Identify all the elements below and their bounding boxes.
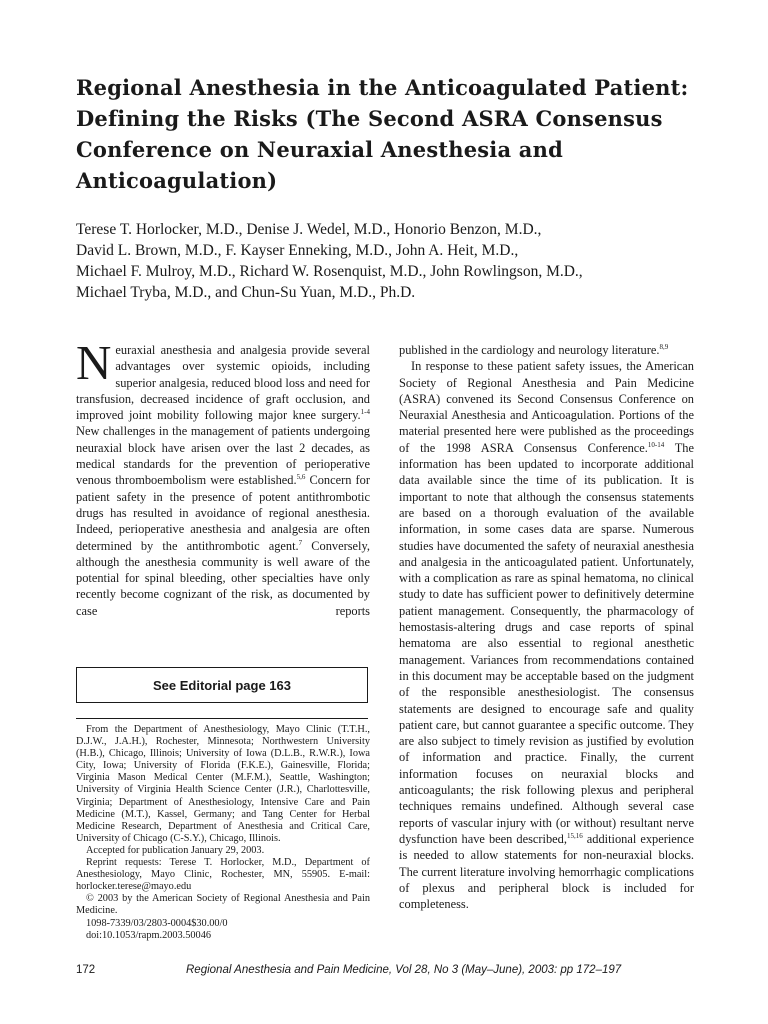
- body-text: Conversely, although the anesthesia community is well aware of the potential for spinal bleeding, other specialties have only recently become cognizant of the risk, as documented by case reports: [76, 538, 370, 618]
- journal-citation: Regional Anesthesia and Pain Medicine, Vol 28, No 3 (May–June), 2003: pp 172–197: [186, 964, 622, 976]
- body-text: New challenges in the management of patients undergoing neuraxial block have arisen over the last 2 decades, as medical standards for the prevention of perioperative venous thromboembolism were established.: [76, 424, 370, 488]
- body-text: Concern for patient safety in the presence of potent antithrombotic drugs has resulted in avoidance of regional anesthesia. Indeed, perioperative anesthesia and analgesia are often determined by the antithrombotic agent.: [76, 473, 371, 553]
- body-column-left: [76, 335, 371, 619]
- reprint-note: Reprint requests: Terese T. Horlocker, M.D., Department of Anesthesiology, Mayo Clinic, Rochester, MN, 55905. E-mail: horlocker.terese@mayo.edu: [76, 857, 370, 893]
- accepted-note: Accepted for publication January 29, 2003.: [86, 844, 265, 856]
- reference-citation[interactable]: 10-14: [647, 440, 665, 449]
- page-number: 172: [76, 964, 96, 976]
- issn-note: 1098-7339/03/2803-0004$30.00/0: [86, 917, 228, 929]
- body-column-right: [399, 342, 694, 912]
- intro-paragraph: [76, 335, 371, 619]
- author-line: Michael F. Mulroy, M.D., Richard W. Rosenquist, M.D., John Rowlingson, M.D.,: [76, 263, 583, 280]
- reference-citation[interactable]: 5,6: [296, 473, 306, 482]
- reference-citation[interactable]: 15,16: [566, 831, 583, 840]
- body-text: published in the cardiology and neurology literature.: [399, 343, 660, 357]
- body-text: euraxial anesthesia and analgesia provide several advantages over systemic opioids, including superior analgesia, reduced blood loss and need for transfusion, decreased incidence of graft occlusion, and improved joint mobility following major knee surgery.: [76, 343, 370, 423]
- article-title: Regional Anesthesia in the Anticoagulated Patient: Defining the Risks (The Second ASRA Consensus Conference on Neuraxial Anesthesia and Anticoagulation): [76, 75, 689, 193]
- reference-citation[interactable]: 1-4: [360, 408, 370, 417]
- author-line: David L. Brown, M.D., F. Kayser Enneking, M.D., John A. Heit, M.D.,: [76, 242, 519, 259]
- affiliations-note: From the Department of Anesthesiology, Mayo Clinic (T.T.H., D.J.W., J.A.H.), Rochester, Minnesota; Northwestern University (H.B.), Chicago, Illinois; University of Iowa (D.L.B., R.W.R.), Iowa City, Iowa; University of Florida (F.K.E.), Gainesville, Florida; Virginia Mason Medical Center (M.F.M.), Seattle, Washington; University of Virginia Health Science Center (J.R.), Charlottesville, Virginia; Department of Anesthesiology, Intensive Care and Pain Medicine (M.T.), Kassel, Germany; and Tang Center for Herbal Medicine Research, Department of Anesthesia and Critical Care, University of Chicago (C-S.Y.), Chicago, Illinois.: [76, 724, 370, 844]
- copyright-note: © 2003 by the American Society of Regional Anesthesia and Pain Medicine.: [76, 893, 370, 917]
- body-text: additional experience is needed to allow statements for non-neuraxial blocks. The current literature involving hemorrhagic complications of plexus and peripheral block is included for completeness.: [399, 831, 694, 912]
- body-text: In response to these patient safety issues, the American Society of Regional Anesthesia and Pain Medicine (ASRA) convened its Second Consensus Conference on Neuraxial Anesthesia and Anticoagulation. Portions of the material presented here were published as the proceedings of the 1998 ASRA Consensus Conference.: [399, 359, 694, 455]
- author-line: Michael Tryba, M.D., and Chun-Su Yuan, M.D., Ph.D.: [76, 284, 416, 301]
- doi-note[interactable]: doi:10.1053/rapm.2003.50046: [86, 929, 211, 941]
- reference-citation[interactable]: 8,9: [659, 343, 669, 351]
- drop-cap: N: [76, 335, 112, 390]
- intro-paragraph-continued: [399, 342, 694, 358]
- consensus-paragraph: [399, 358, 694, 912]
- footnote-divider: [76, 718, 368, 719]
- editorial-link-box[interactable]: See Editorial page 163: [76, 667, 368, 703]
- author-line: Terese T. Horlocker, M.D., Denise J. Wedel, M.D., Honorio Benzon, M.D.,: [76, 221, 542, 238]
- footnotes: [76, 724, 370, 942]
- author-list: [76, 219, 716, 303]
- reference-citation[interactable]: 7: [298, 538, 303, 547]
- body-text: The information has been updated to incorporate additional data available since the time of its publication. It is important to note that although the consensus statements are based on a thorough evaluation of the available information, in some cases data are sparse. Numerous studies have documented the safety of neuraxial anesthesia and analgesia in the anticoagulated patient. Unfortunately, with a complication as rare as spinal hematoma, no clinical study to date has sufficient power to definitively determine patient management. Consequently, the pharmacology of hemostasis-altering drugs and case reports of spinal hematoma are also essential to regional anesthetic management. Variances from recommendations contained in this document may be acceptable based on the judgment of the responsible anesthesiologist. The consensus statements are designed to encourage safe and quality patient care, but cannot guarantee a specific outcome. They are also subject to timely revision as justified by evolution of information and practice. Finally, the current information focuses on neuraxial blocks and anticoagulants; the risk following plexus and peripheral techniques remains undefined. Although several case reports of vascular injury with (or without) resultant nerve dysfunction have been described,: [399, 440, 695, 846]
